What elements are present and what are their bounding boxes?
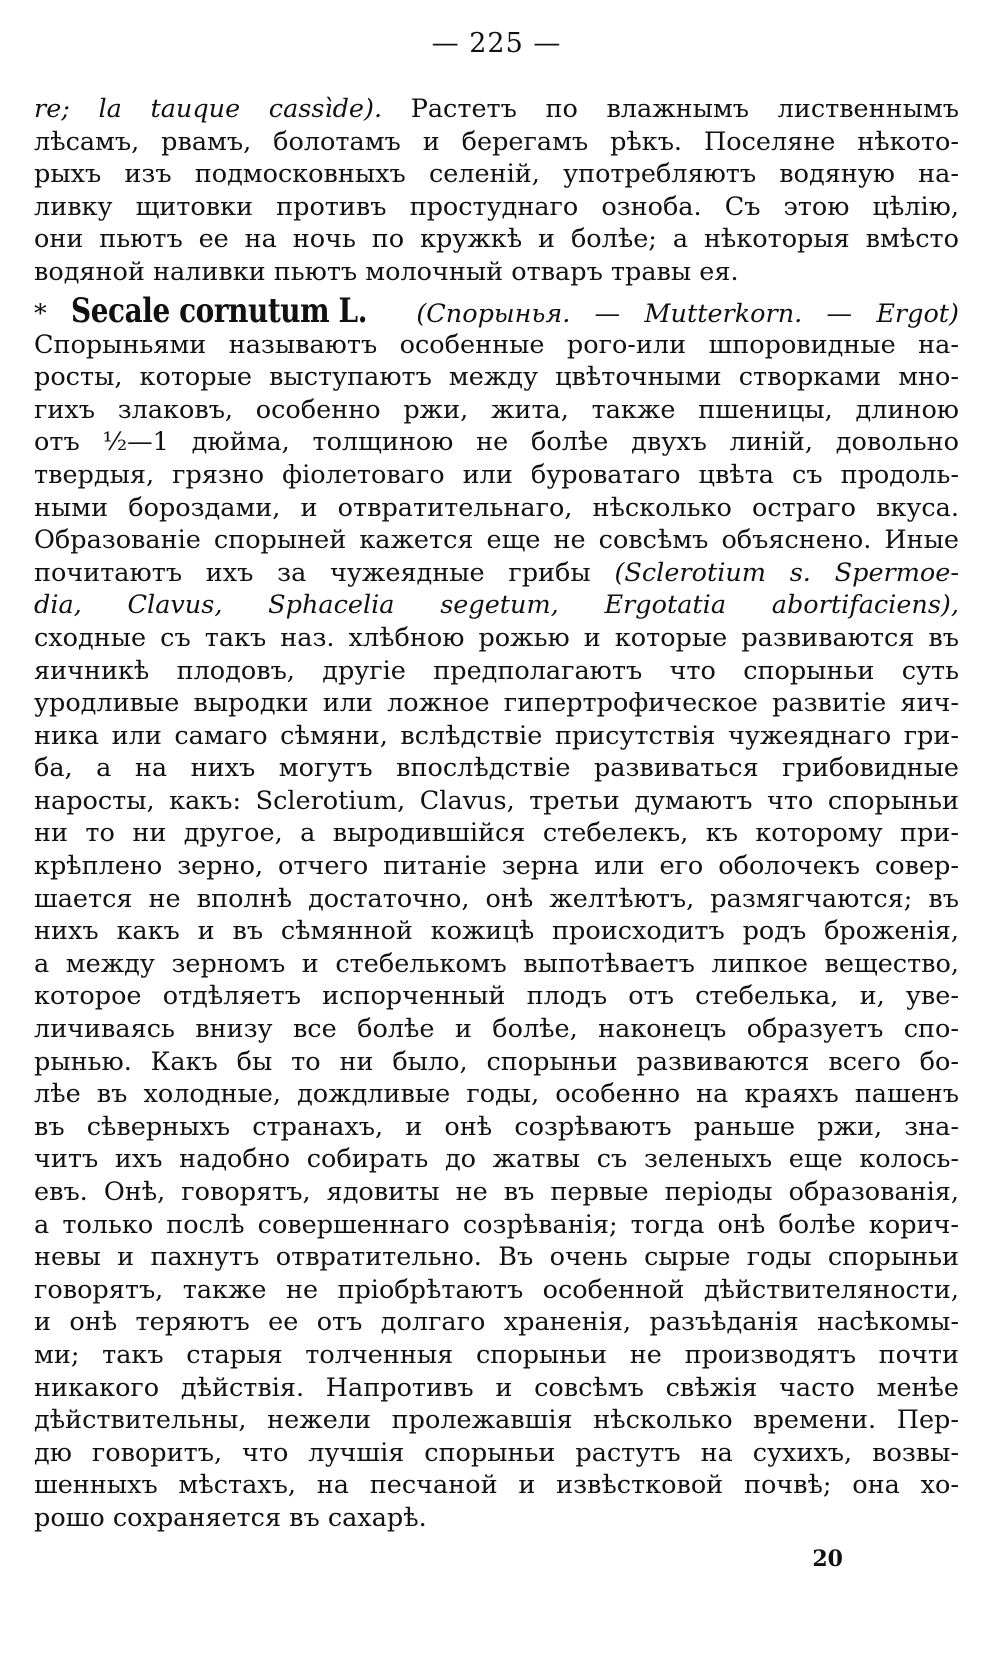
text-line: которое отдѣляетъ испорченный плодъ отъ стебелька, и, уве- — [34, 981, 959, 1012]
text-line: Образованіе спорыней кажется еще не совсѣмъ объяснено. Иные — [34, 525, 959, 556]
text-fragment: ливку щитовки противъ простуднаго озноба. Съ этою цѣлію, — [34, 191, 959, 222]
page-number: — 225 — — [431, 28, 562, 59]
text-line: и онѣ теряютъ ее отъ долгаго храненія, разъѣданія насѣкомы- — [34, 1307, 959, 1338]
text-line: наросты, какъ: Sclerotium, Clavus, третьи думаютъ что спорыньи — [34, 785, 959, 816]
text-line — [34, 589, 959, 622]
text-line — [34, 557, 959, 590]
italic-fragment: dia, Clavus, Sphacelia segetum, Ergotatia abortifaciens), — [34, 590, 959, 621]
text-line — [34, 126, 959, 159]
text-line: твердыя, грязно фіолетоваго или буроватаго цвѣта съ продоль- — [34, 459, 959, 490]
text-line: евъ. Онѣ, говорятъ, ядовиты не въ первые періоды образованія, — [34, 1177, 959, 1207]
text-line: сходные съ такъ наз. хлѣбною рожью и которые развиваются въ — [34, 622, 959, 653]
text-line: рошо сохраняется въ сахарѣ. — [34, 1502, 427, 1533]
text-line: яичникѣ плодовъ, другіе предполагаютъ что спорыньи суть — [34, 655, 959, 686]
text-line: а только послѣ совершеннаго созрѣванія; тогда онѣ болѣе корич- — [34, 1209, 959, 1240]
text-line: уродливые выродки или ложное гипертрофическое развитіе яич- — [34, 688, 959, 719]
entry-heading — [34, 293, 959, 329]
text-fragment: Растетъ по влажнымъ лиственнымъ — [382, 94, 959, 124]
text-line: гихъ злаковъ, особенно ржи, жита, также пшеницы, длиною — [34, 394, 959, 425]
heading-star: * — [34, 298, 72, 329]
text-line — [34, 93, 959, 126]
text-line: ника или самаго сѣмяни, вслѣдствіе присутствія чужеяднаго гри- — [34, 720, 959, 751]
text-line: нихъ какъ и въ сѣмянной кожицѣ происходитъ родъ броженія, — [34, 916, 959, 947]
text-line: а между зерномъ и стебелькомъ выпотѣваетъ липкое вещество, — [34, 948, 959, 979]
text-line: крѣплено зерно, отчего питаніе зерна или его оболочекъ совер- — [34, 851, 959, 882]
italic-fragment: (Sclerotium s. Spermoe- — [614, 557, 959, 588]
text-line: шается не вполнѣ достаточно, онѣ желтѣютъ, размягчаются; въ — [34, 883, 959, 914]
text-line: личиваясь внизу все болѣе и болѣе, наконецъ образуетъ спо- — [34, 1014, 959, 1045]
text-line: Спорыньями называютъ особенные рого-или шпоровидные на- — [34, 329, 959, 360]
signature-mark: 20 — [812, 1546, 843, 1572]
text-line: говорятъ, также не пріобрѣтаютъ особенной дѣйствителяности, — [34, 1274, 959, 1305]
text-line: невы и пахнутъ отвратительно. Въ очень сырые годы спорыньи — [34, 1242, 959, 1273]
text-line — [34, 256, 959, 289]
text-line — [34, 191, 959, 224]
text-line: лѣе въ холодные, дождливые годы, особенно на краяхъ пашенъ — [34, 1079, 959, 1110]
text-line: ми; такъ старыя толченныя спорыньи не производятъ почти — [34, 1339, 959, 1370]
text-line: ными бороздами, и отвратительнаго, нѣсколько остраго вкуса. — [34, 492, 959, 523]
text-line: рынью. Какъ бы то ни было, спорыньи развиваются всего бо- — [34, 1046, 959, 1077]
body-paragraph-2 — [34, 622, 959, 1535]
text-line: ба, а на нихъ могутъ впослѣдствіе развиваться грибовидные — [34, 753, 959, 784]
text-line: въ сѣверныхъ странахъ, и онѣ созрѣваютъ раньше ржи, зна- — [34, 1111, 959, 1142]
text-fragment: рыхъ изъ подмосковныхъ селеній, употребляютъ водяную на- — [34, 159, 959, 190]
text-line: дю говоритъ, что лучшія спорыньи растутъ на сухихъ, возвы- — [34, 1437, 959, 1468]
text-fragment: водяной наливки пьютъ молочный отваръ травы ея. — [34, 256, 739, 287]
text-line: никакого дѣйствія. Напротивъ и совсѣмъ свѣжія часто менѣе — [34, 1372, 959, 1403]
text-line — [34, 158, 959, 191]
heading-title: Secale cornutum L. — [71, 292, 368, 329]
text-line: читъ ихъ надобно собирать до жатвы съ зеленыхъ еще колось- — [34, 1144, 959, 1175]
text-line: дѣйствительны, нежели пролежавшія нѣсколько времени. Пер- — [34, 1405, 959, 1436]
book-page — [34, 28, 959, 1535]
body-mixed — [34, 557, 959, 622]
body-paragraph-1 — [34, 329, 959, 557]
text-line: отъ ½—1 дюйма, толщиною не болѣе двухъ линій, довольно — [34, 427, 959, 458]
intro-paragraph — [34, 93, 959, 289]
text-fragment: почитаютъ ихъ за чужеядные грибы — [34, 557, 615, 588]
italic-fragment: re; la tauque cassìde). — [34, 94, 383, 124]
heading-subtitle: (Спорынья. — Mutterkorn. — Ergot) — [392, 298, 959, 329]
text-line: ни то ни другое, а выродившійся стебелекъ, къ которому при- — [34, 818, 959, 849]
text-fragment: лѣсамъ, рвамъ, болотамъ и берегамъ рѣкъ. Поселяне нѣкото- — [34, 126, 959, 157]
text-line: шенныхъ мѣстахъ, на песчаной и извѣстковой почвѣ; она хо- — [34, 1470, 959, 1501]
text-fragment: они пьютъ ее на ночь по кружкѣ и болѣе; а нѣкоторыя вмѣсто — [34, 224, 959, 255]
text-line — [34, 223, 959, 256]
text-line: росты, которые выступаютъ между цвѣточными створками мно- — [34, 362, 959, 393]
